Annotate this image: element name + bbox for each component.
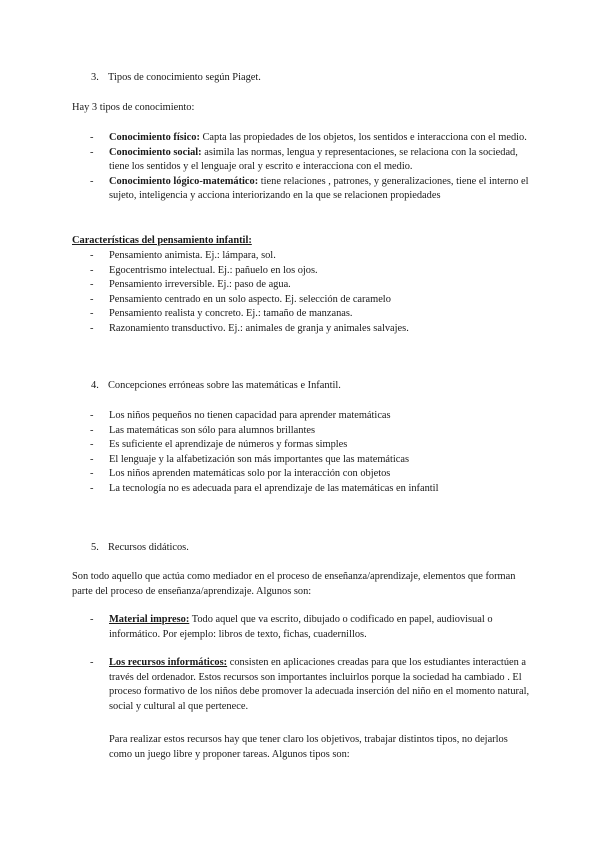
item-text: Pensamiento animista. Ej.: lámpara, sol. xyxy=(109,250,276,261)
item-text: Pensamiento realista y concreto. Ej.: tamaño de manzanas. xyxy=(109,308,353,320)
item-label: Material impreso: xyxy=(109,614,190,625)
characteristics-title: Características del pensamiento infantil: xyxy=(72,235,252,246)
bullet-dash: - xyxy=(90,250,94,261)
list-item xyxy=(90,467,530,482)
misconceptions-list xyxy=(90,409,530,497)
bullet-dash: - xyxy=(90,279,94,291)
section-4-number: 4. xyxy=(91,380,99,391)
section-3-title: Tipos de conocimiento según Piaget. xyxy=(108,72,261,83)
bullet-dash: - xyxy=(90,468,94,480)
list-item xyxy=(90,438,530,453)
list-item xyxy=(90,453,530,468)
section-5-closing: Para realizar estos recursos hay que tener claro los objetivos, trabajar distintos tipos, no dejarlos como un juego libre y proponer tareas. Algunos tipos son: xyxy=(109,734,508,760)
item-text: Todo aquel que va escrito, dibujado o codificado en papel, audiovisual o informático. Por ejemplo: libros de texto, fichas, cuadernillos. xyxy=(109,614,493,640)
item-text: Los niños aprenden matemáticas solo por la interacción con objetos xyxy=(109,468,391,480)
list-item xyxy=(90,424,530,439)
item-text: La tecnología no es adecuada para el aprendizaje de las matemáticas en infantil xyxy=(109,482,439,494)
item-text: Egocentrismo intelectual. Ej.: pañuelo en los ojos. xyxy=(109,264,318,276)
bullet-dash: - xyxy=(90,424,94,436)
list-item xyxy=(90,131,530,146)
section-3-heading xyxy=(91,71,261,86)
bullet-dash: - xyxy=(90,439,94,451)
item-label: Conocimiento lógico-matemático: xyxy=(109,175,259,187)
section-5-intro: Son todo aquello que actúa como mediador en el proceso de enseñanza/aprendizaje, elementos que forman parte del proceso de enseñanza/aprendizaje. Algunos son: xyxy=(72,571,516,597)
bullet-dash: - xyxy=(90,614,94,625)
section-3-number: 3. xyxy=(91,72,99,83)
list-item xyxy=(90,249,530,264)
item-text: tiene relaciones , patrones, y generalizaciones, tiene el interno el sujeto, inteligencia y acciona interiorizando en la que se relacionen propiedades xyxy=(109,175,529,202)
bullet-dash: - xyxy=(90,175,94,187)
list-item xyxy=(90,613,530,642)
item-text: Razonamiento transductivo. Ej.: animales de granja y animales salvajes. xyxy=(109,322,409,334)
item-text: consisten en aplicaciones creadas para que los estudiantes interactúen a través del ordenador. Estos recursos son importantes incluirlos porque la sociedad ha cambiado . El proceso formativo de los niños debe promover la adecuada inserción del niño en el momento natural, social y cultural al que pertenece. xyxy=(109,657,530,712)
item-text: Las matemáticas son sólo para alumnos brillantes xyxy=(109,424,316,436)
item-label: Conocimiento físico: xyxy=(109,132,200,143)
bullet-dash: - xyxy=(90,308,94,320)
section-5-heading xyxy=(91,541,189,556)
section-3-intro: Hay 3 tipos de conocimiento: xyxy=(72,102,195,113)
bullet-dash: - xyxy=(90,293,94,305)
item-text: El lenguaje y la alfabetización son más importantes que las matemáticas xyxy=(109,453,410,465)
bullet-dash: - xyxy=(90,322,94,334)
section-4-heading xyxy=(91,379,341,394)
bullet-dash: - xyxy=(90,264,94,276)
list-item xyxy=(90,175,530,204)
list-item xyxy=(90,482,530,497)
knowledge-types-list xyxy=(90,131,530,204)
item-label: Conocimiento social: xyxy=(109,146,202,158)
bullet-dash: - xyxy=(90,132,94,143)
list-item xyxy=(90,264,530,279)
section-5-title: Recursos didáticos. xyxy=(108,542,189,553)
list-item xyxy=(90,293,530,308)
item-text: asimila las normas, lengua y representaciones, se relaciona con la sociedad, tiene los sentidos y el lenguaje oral y escrito e interacciona con el medio. xyxy=(109,146,518,173)
section-5-number: 5. xyxy=(91,542,99,553)
bullet-dash: - xyxy=(90,410,94,421)
list-item xyxy=(90,409,530,424)
bullet-dash: - xyxy=(90,146,94,158)
list-item xyxy=(90,307,530,322)
list-item xyxy=(90,322,530,337)
item-text: Es suficiente el aprendizaje de números y formas simples xyxy=(109,439,348,451)
section-4-title: Concepciones erróneas sobre las matemáticas e Infantil. xyxy=(108,380,341,391)
item-text: Capta las propiedades de los objetos, los sentidos e interacciona con el medio. xyxy=(199,132,527,143)
list-item xyxy=(90,146,530,175)
item-text: Los niños pequeños no tienen capacidad para aprender matemáticas xyxy=(109,410,391,421)
item-text: Pensamiento irreversible. Ej.: paso de agua. xyxy=(109,279,291,291)
item-label: Los recursos informáticos: xyxy=(109,657,228,669)
characteristics-list xyxy=(90,249,530,337)
resources-list xyxy=(90,613,530,715)
item-text: Pensamiento centrado en un solo aspecto. Ej. selección de caramelo xyxy=(109,293,391,305)
bullet-dash: - xyxy=(90,482,94,494)
list-item xyxy=(90,656,530,714)
list-item xyxy=(90,278,530,293)
bullet-dash: - xyxy=(90,453,94,465)
bullet-dash: - xyxy=(90,657,94,669)
